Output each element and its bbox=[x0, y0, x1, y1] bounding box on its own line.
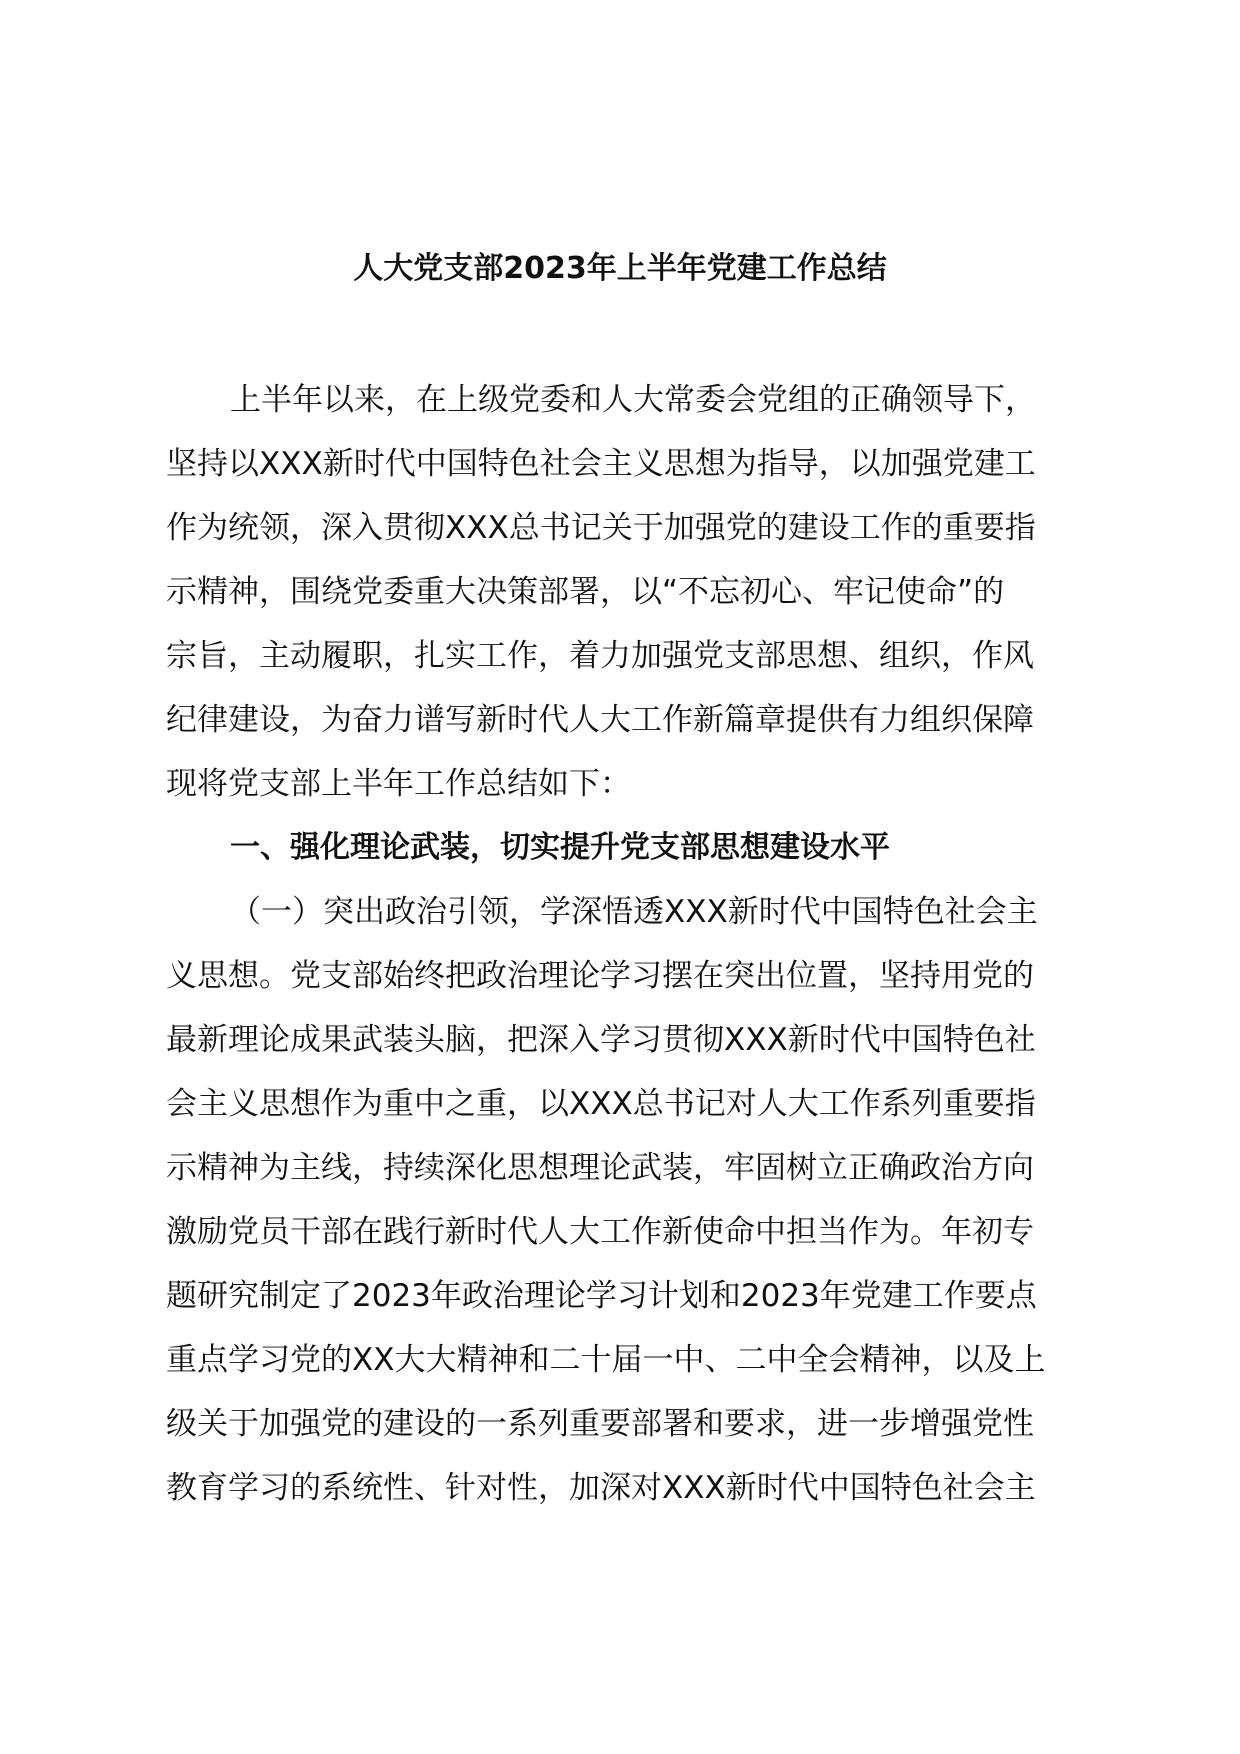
paragraph-line: 纪律建设，为奋力谱写新时代人大工作新篇章提供有力组织保障 bbox=[166, 702, 1034, 738]
document-title: 人大党支部2023年上半年党建工作总结 bbox=[353, 251, 887, 286]
paragraph-line: 宗旨，主动履职，扎实工作，着力加强党支部思想、组织，作风 bbox=[166, 638, 1034, 674]
paragraph-line: 教育学习的系统性、针对性，加深对XXX新时代中国特色社会主 bbox=[166, 1470, 1036, 1506]
paragraph-line: 作为统领，深入贯彻XXX总书记关于加强党的建设工作的重要指 bbox=[166, 510, 1036, 546]
paragraph-line: （一）突出政治引领，学深悟透XXX新时代中国特色社会主 bbox=[230, 894, 1038, 930]
paragraph-line: 义思想。党支部始终把政治理论学习摆在突出位置，坚持用党的 bbox=[166, 958, 1034, 994]
paragraph-line: 示精神，围绕党委重大决策部署，以“不忘初心、牢记使命”的 bbox=[166, 574, 1005, 610]
paragraph-line: 最新理论成果武装头脑，把深入学习贯彻XXX新时代中国特色社 bbox=[166, 1022, 1036, 1058]
paragraph-line: 上半年以来，在上级党委和人大常委会党组的正确领导下， bbox=[230, 382, 1036, 418]
paragraph-line: 激励党员干部在践行新时代人大工作新使命中担当作为。年初专 bbox=[166, 1214, 1034, 1250]
section-heading: 一、强化理论武装，切实提升党支部思想建设水平 bbox=[230, 830, 890, 865]
paragraph-line: 坚持以XXX新时代中国特色社会主义思想为指导，以加强党建工 bbox=[166, 446, 1036, 482]
paragraph-line: 重点学习党的XX大大精神和二十届一中、二中全会精神，以及上 bbox=[166, 1342, 1046, 1378]
paragraph-line: 示精神为主线，持续深化思想理论武装，牢固树立正确政治方向 bbox=[166, 1150, 1034, 1186]
paragraph-line: 现将党支部上半年工作总结如下： bbox=[166, 766, 631, 802]
paragraph-line: 级关于加强党的建设的一系列重要部署和要求，进一步增强党性 bbox=[166, 1406, 1034, 1442]
document-body bbox=[166, 368, 1106, 1520]
paragraph-line: 会主义思想作为重中之重，以XXX总书记对人大工作系列重要指 bbox=[166, 1086, 1036, 1122]
paragraph-line: 题研究制定了2023年政治理论学习计划和2023年党建工作要点 bbox=[166, 1278, 1037, 1314]
